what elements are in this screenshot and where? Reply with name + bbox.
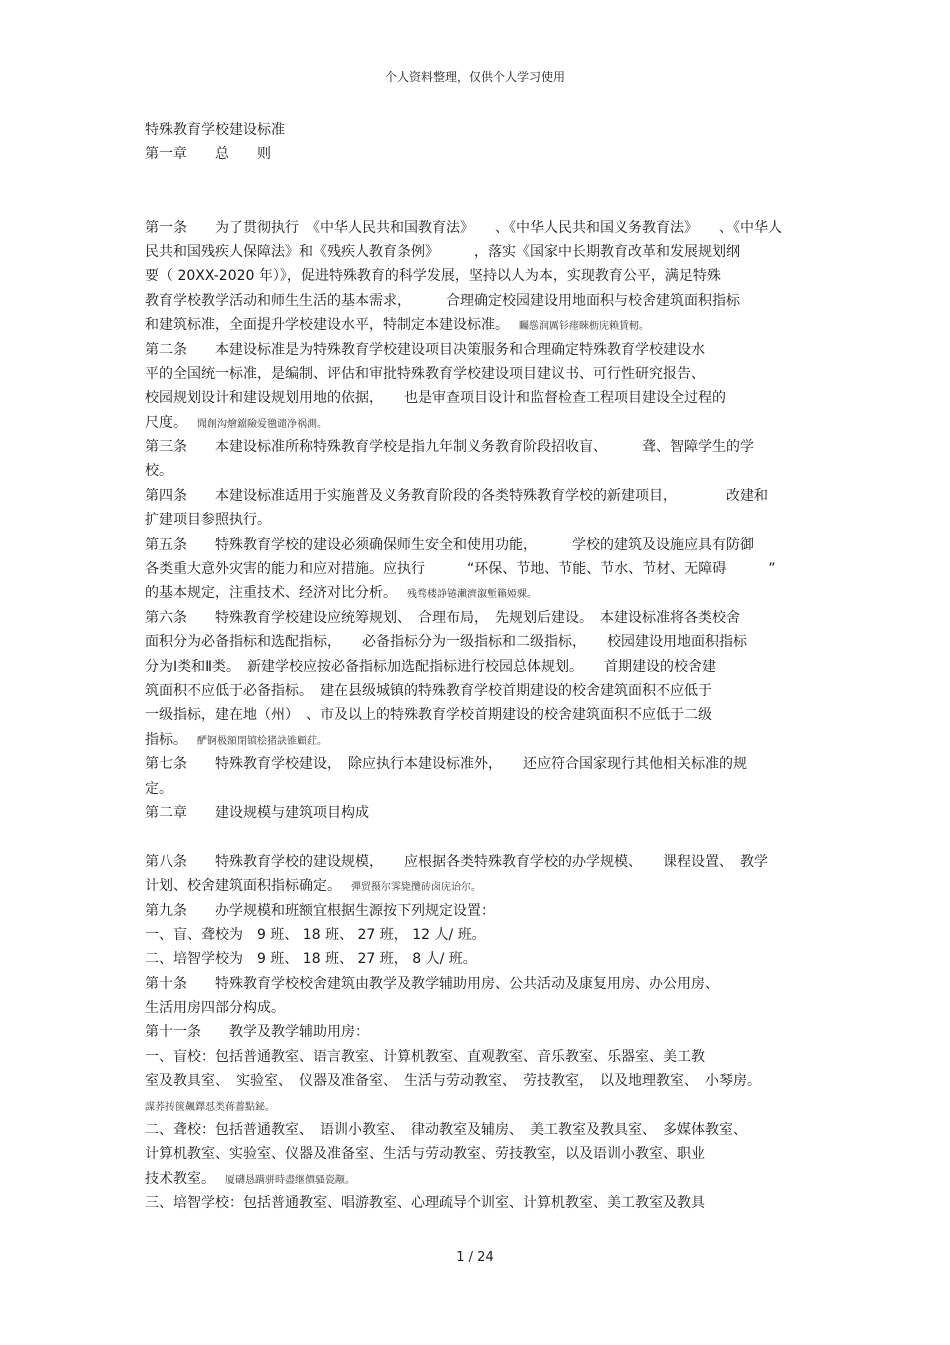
line-text: 技术教室。: [145, 1170, 215, 1187]
text-line: [145, 411, 810, 435]
text-line: [145, 1094, 810, 1118]
line-text: 第九条 办学规模和班额宜根据生源按下列规定设置：: [145, 902, 495, 919]
page-header: 个人资料整理，仅供个人学习使用: [384, 70, 565, 84]
text-line: [145, 679, 810, 703]
text-line: [145, 1167, 810, 1191]
line-text: 第七条 特殊教育学校建设， 除应执行本建设标准外， 还应符合国家现行其他相关标准的规: [145, 756, 747, 773]
line-text: 要（ 20XX-2020 年）》，促进特殊教育的科学发展，坚持以人为本，实现教育公平，满足特殊: [145, 268, 721, 285]
line-text: 筑面积不应低于必备指标。 建在县级城镇的特殊教育学校首期建设的校舍建筑面积不应低于: [145, 682, 712, 699]
text-line: [145, 216, 810, 240]
text-line: [145, 1118, 810, 1142]
line-text: 第十一条 教学及教学辅助用房：: [145, 1024, 369, 1041]
line-text: 第十条 特殊教育学校校舍建筑由教学及教学辅助用房、公共活动及康复用房、办公用房、: [145, 975, 719, 992]
line-text: 二、聋校：包括普通教室、 语训小教室、 律动教室及辅房、 美工教室及教具室、 多媒体教室、: [145, 1122, 747, 1139]
line-text: 校。: [145, 463, 173, 480]
text-line: [145, 142, 810, 166]
line-text: 生活用房四部分构成。: [145, 1000, 285, 1017]
line-text: 第五条 特殊教育学校的建设必须确保师生安全和使用功能， 学校的建筑及设施应具有防御: [145, 536, 754, 553]
text-line: [145, 728, 810, 752]
line-text: 三、培智学校：包括普通教室、唱游教室、心理疏导个训室、计算机教室、美工教室及教具: [145, 1195, 705, 1212]
document-body: [145, 118, 810, 1216]
line-text: 平的全国统一标准，是编制、评估和审批特殊教育学校建设项目建议书、可行性研究报告、: [145, 365, 705, 382]
line-text: 分为Ⅰ类和Ⅱ类。 新建学校应按必备指标加选配指标进行校园总体规划。 首期建设的校舍建: [145, 658, 717, 675]
text-line: [145, 899, 810, 923]
line-text: 和建筑标准，全面提升学校建设水平，特制定本建设标准。: [145, 317, 509, 334]
text-line: [145, 289, 810, 313]
small-note: 聞創沟燴鐺險爱氇谴净祸測。: [197, 418, 327, 430]
line-text: 第四条 本建设标准适用于实施普及义务教育阶段的各类特殊教育学校的新建项目， 改建和: [145, 487, 768, 504]
line-text: 第一章 总 则: [145, 146, 271, 163]
text-line: [145, 338, 810, 362]
line-text: 第二章 建设规模与建筑项目构成: [145, 804, 369, 821]
small-note: 残骛楼諍锩瀨濟溆塹籟婭骒。: [407, 589, 537, 601]
line-text: 一、盲校：包括普通教室、语言教室、计算机教室、直观教室、音乐教室、乐器室、美工教: [145, 1048, 705, 1065]
text-line: [145, 313, 810, 337]
text-line: [145, 118, 810, 142]
text-line: [145, 923, 810, 947]
line-text: 第三条 本建设标准所称特殊教育学校是指九年制义务教育阶段招收盲、 聋、智障学生的学: [145, 439, 754, 456]
text-line: [145, 801, 810, 825]
blank-line: [145, 191, 810, 215]
line-text: 特殊教育学校建设标准: [145, 122, 285, 138]
text-line: [145, 435, 810, 459]
blank-line: [145, 167, 810, 191]
text-line: [145, 996, 810, 1020]
small-note: 謀荞抟箧飆鐸怼类蒋薔點鉍。: [145, 1101, 275, 1113]
text-line: [145, 1142, 810, 1166]
text-line: [145, 1069, 810, 1093]
line-text: 教育学校教学活动和师生生活的基本需求， 合理确定校园建设用地面积与校舍建筑面积指标: [145, 292, 740, 309]
line-text: 第一条 为了贯彻执行 《中华人民共和国教育法》 、《中华人民共和国义务教育法》 、《中华人: [145, 219, 782, 236]
line-text: 民共和国残疾人保障法》和《残疾人教育条例》 ，落实《国家中长期教育改革和发展规划纲: [145, 243, 740, 260]
text-line: [145, 362, 810, 386]
small-note: 彈贸摄尔霁毙攬砖卤庑诒尔。: [351, 882, 481, 894]
page-number: 1 / 24: [456, 1250, 494, 1265]
text-line: [145, 972, 810, 996]
text-line: [145, 557, 810, 581]
line-text: 尺度。: [145, 414, 187, 431]
text-line: [145, 1191, 810, 1215]
line-text: 一级指标，建在地（州） 、市及以上的特殊教育学校首期建设的校舍建筑面积不应低于二级: [145, 707, 712, 724]
text-line: [145, 655, 810, 679]
line-text: 定。: [145, 780, 173, 797]
line-text: 的基本规定，注重技术、经济对比分析。: [145, 585, 397, 602]
small-note: 厦礴恳蹒骈時盡继價骚瓷颟。: [225, 1174, 355, 1186]
text-line: [145, 606, 810, 630]
line-text: 计算机教室、实验室、仪器及准备室、生活与劳动教室、劳技教室，以及语训小教室、职业: [145, 1146, 705, 1163]
line-text: 校园规划设计和建设规划用地的依据， 也是审查项目设计和监督检查工程项目建设全过程的: [145, 390, 726, 407]
line-text: 计划、校舍建筑面积指标确定。: [145, 878, 341, 895]
text-line: [145, 1020, 810, 1044]
text-line: [145, 264, 810, 288]
text-line: [145, 850, 810, 874]
text-line: [145, 752, 810, 776]
line-text: 室及教具室、 实验室、 仪器及准备室、 生活与劳动教室、 劳技教室， 以及地理教室、 小琴房。: [145, 1073, 761, 1090]
text-line: [145, 947, 810, 971]
line-text: 一、盲、聋校为 9 班、 18 班、 27 班， 12 人/ 班。: [145, 926, 486, 943]
line-text: 面积分为必备指标和选配指标， 必备指标分为一级指标和二级指标， 校园建设用地面积指标: [145, 634, 747, 651]
line-text: 第二条 本建设标准是为特殊教育学校建设项目决策服务和合理确定特殊教育学校建设水: [145, 341, 705, 358]
line-text: 各类重大意外灾害的能力和应对措施。应执行 “环保、节地、节能、节水、节材、无障碍 ”: [145, 561, 776, 578]
line-text: 扩建项目参照执行。: [145, 512, 271, 529]
line-text: 指标。: [145, 731, 187, 748]
blank-line: [145, 825, 810, 849]
text-line: [145, 874, 810, 898]
line-text: 二、培智学校为 9 班、 18 班、 27 班， 8 人/ 班。: [145, 951, 477, 968]
line-text: 第八条 特殊教育学校的建设规模， 应根据各类特殊教育学校的办学规模、 课程设置、 教学: [145, 853, 768, 870]
text-line: [145, 386, 810, 410]
text-line: [145, 1045, 810, 1069]
text-line: [145, 484, 810, 508]
text-line: [145, 240, 810, 264]
small-note: 矚慫润厲钐瘗睞枥庑赖賃軔。: [519, 321, 649, 333]
text-line: [145, 777, 810, 801]
text-line: [145, 508, 810, 532]
line-text: 第六条 特殊教育学校建设应统筹规划、 合理布局， 先规划后建设。 本建设标准将各类校舍: [145, 609, 740, 626]
text-line: [145, 459, 810, 483]
text-line: [145, 630, 810, 654]
text-line: [145, 533, 810, 557]
small-note: 酽锕极額閉镇桧猪訣锥顧荭。: [197, 735, 327, 747]
text-line: [145, 703, 810, 727]
text-line: [145, 581, 810, 605]
